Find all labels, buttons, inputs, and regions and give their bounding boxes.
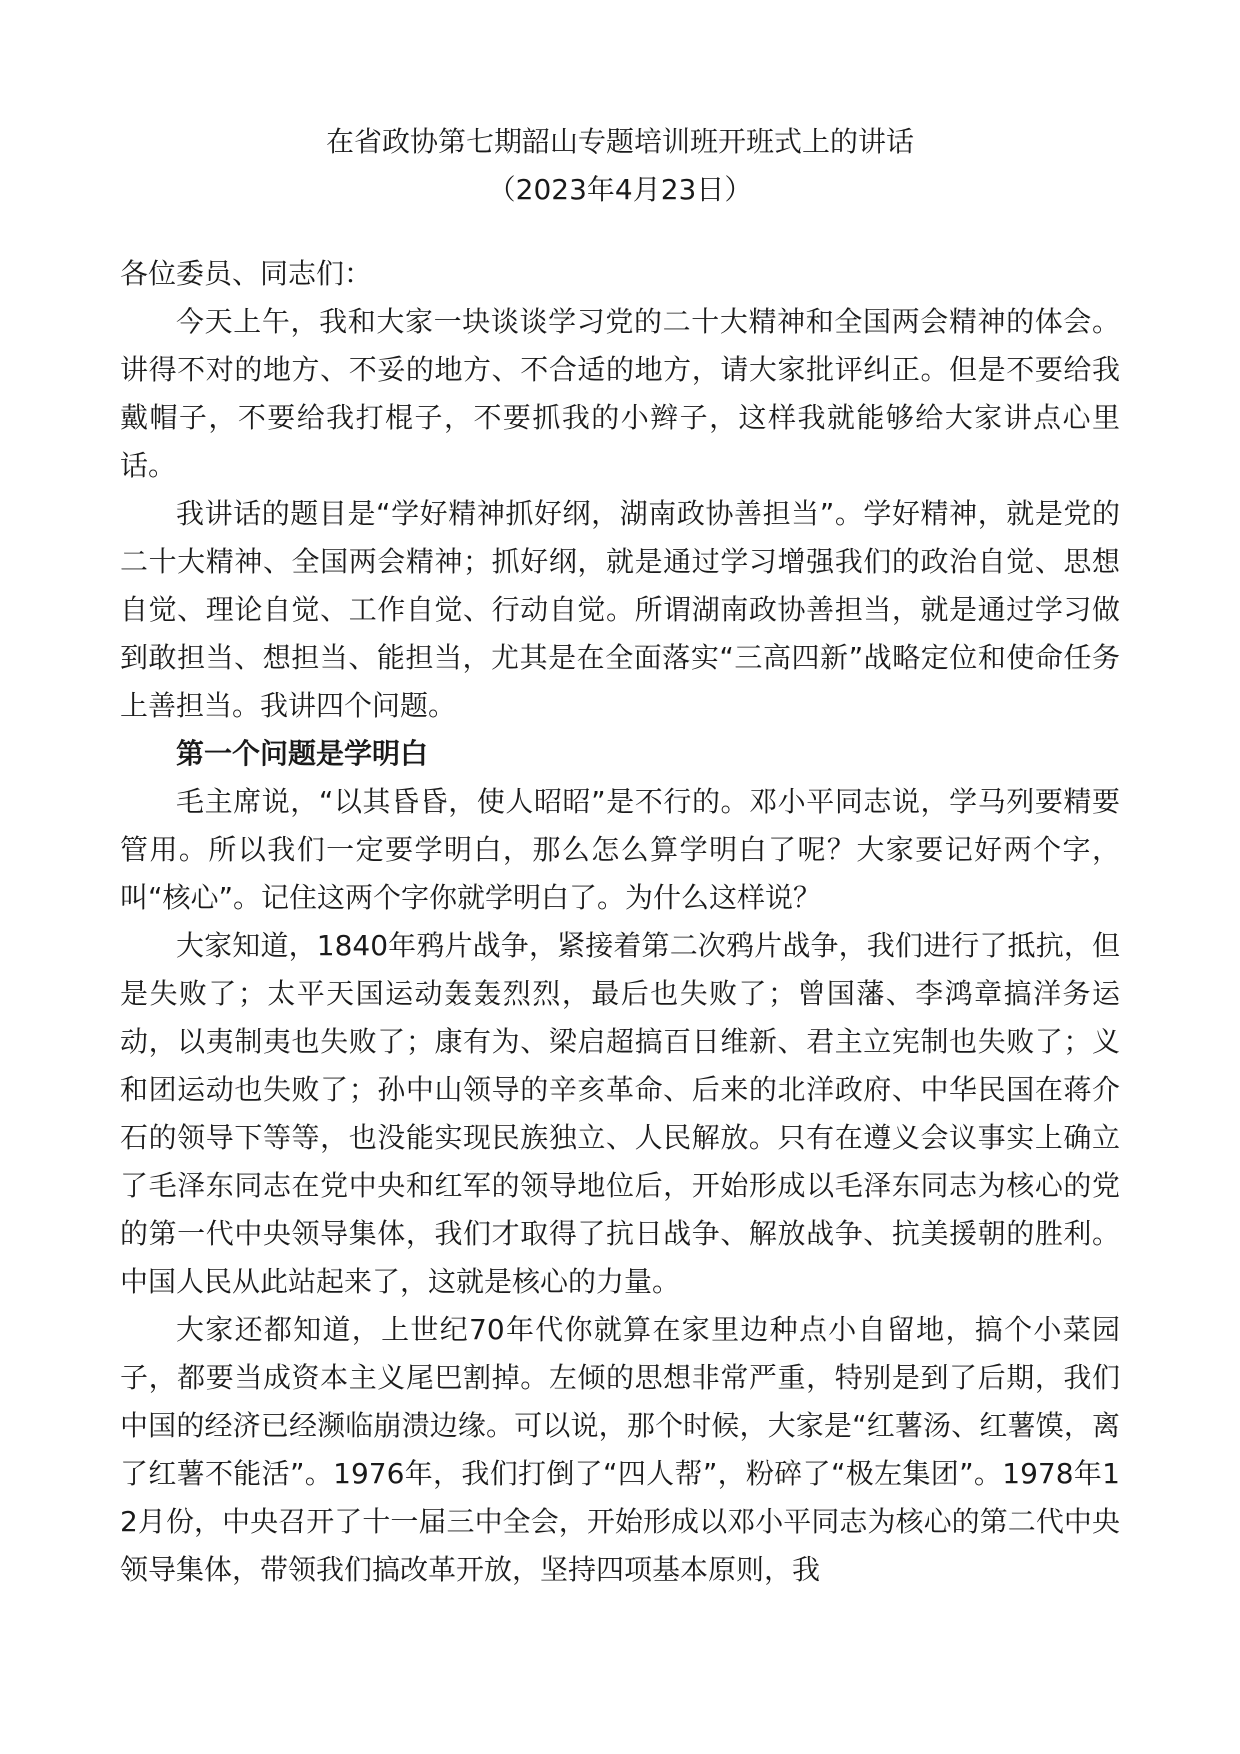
body-paragraph: 我讲话的题目是“学好精神抓好纲，湖南政协善担当”。学好精神，就是党的二十大精神、全国两会精神；抓好纲，就是通过学习增强我们的政治自觉、思想自觉、理论自觉、工作自觉、行动自觉。所谓湖南政协善担当，就是通过学习做到敢担当、想担当、能担当，尤其是在全面落实“三高四新”战略定位和使命任务上善担当。我讲四个问题。 bbox=[120, 497, 1120, 722]
document-date: （2023年4月23日） bbox=[487, 173, 753, 206]
document-title: 在省政协第七期韶山专题培训班开班式上的讲话 bbox=[325, 125, 914, 158]
body-paragraph: 大家知道，1840年鸦片战争，紧接着第二次鸦片战争，我们进行了抵抗，但是失败了；太平天国运动轰轰烈烈，最后也失败了；曾国藩、李鸿章搞洋务运动，以夷制夷也失败了；康有为、梁启超搞百日维新、君主立宪制也失败了；义和团运动也失败了；孙中山领导的辛亥革命、后来的北洋政府、中华民国在蒋介石的领导下等等，也没能实现民族独立、人民解放。只有在遵义会议事实上确立了毛泽东同志在党中央和红军的领导地位后，开始形成以毛泽东同志为核心的党的第一代中央领导集体，我们才取得了抗日战争、解放战争、抗美援朝的胜利。中国人民从此站起来了，这就是核心的力量。 bbox=[120, 929, 1120, 1298]
body-paragraph: 毛主席说，“以其昏昏，使人昭昭”是不行的。邓小平同志说，学马列要精要管用。所以我们一定要学明白，那么怎么算学明白了呢？大家要记好两个字，叫“核心”。记住这两个字你就学明白了。为什么这样说？ bbox=[120, 785, 1120, 914]
body-paragraph: 大家还都知道，上世纪70年代你就算在家里边种点小自留地，搞个小菜园子，都要当成资本主义尾巴割掉。左倾的思想非常严重，特别是到了后期，我们中国的经济已经濒临崩溃边缘。可以说，那个时候，大家是“红薯汤、红薯馍，离了红薯不能活”。1976年，我们打倒了“四人帮”，粉碎了“极左集团”。1978年12月份，中央召开了十一届三中全会，开始形成以邓小平同志为核心的第二代中央领导集体，带领我们搞改革开放，坚持四项基本原则，我 bbox=[120, 1313, 1120, 1586]
document-page bbox=[120, 118, 1120, 1594]
body-paragraph: 今天上午，我和大家一块谈谈学习党的二十大精神和全国两会精神的体会。讲得不对的地方、不妥的地方、不合适的地方，请大家批评纠正。但是不要给我戴帽子，不要给我打棍子，不要抓我的小辫子，这样我就能够给大家讲点心里话。 bbox=[120, 305, 1120, 482]
section-heading: 第一个问题是学明白 bbox=[176, 737, 429, 770]
salutation: 各位委员、同志们： bbox=[120, 257, 373, 290]
